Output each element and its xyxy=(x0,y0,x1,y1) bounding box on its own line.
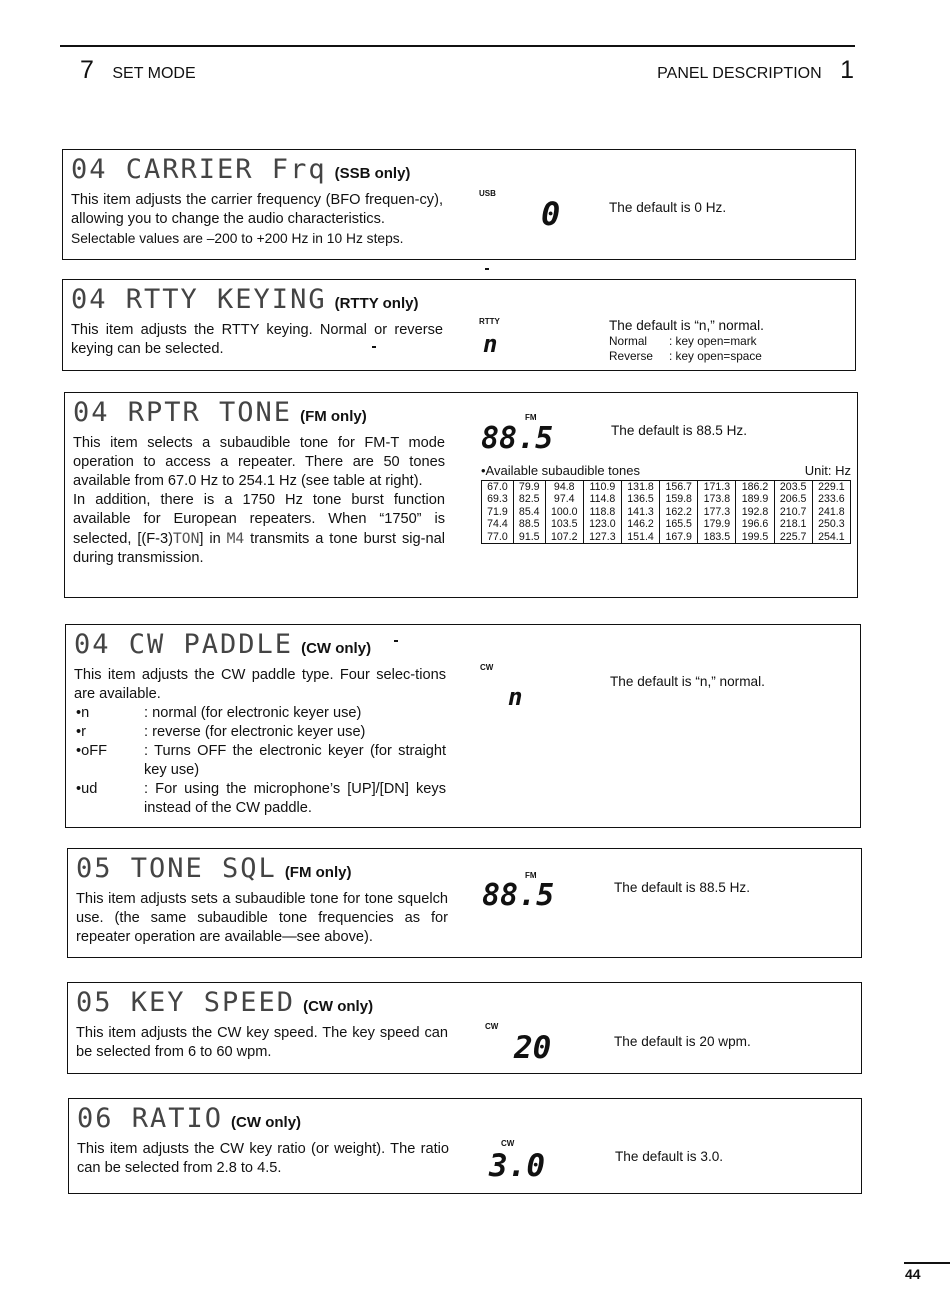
keying-legend-row xyxy=(609,349,762,364)
tone-cell: 94.8 xyxy=(545,481,583,494)
tone-cell: 196.6 xyxy=(736,518,774,530)
paddle-option xyxy=(74,704,446,723)
mode-restriction-note: (FM only) xyxy=(300,408,367,425)
section-title: PANEL DESCRIPTION xyxy=(657,65,822,82)
tone-cell: 159.8 xyxy=(660,493,698,505)
item-description: This item adjusts the CW paddle type. Four selec-tions are available. xyxy=(74,667,446,702)
paddle-option xyxy=(74,780,446,818)
tone-cell: 71.9 xyxy=(487,505,508,518)
item-description: This item adjusts sets a subaudible tone for tone squelch use. (the same subaudible tone frequencies as for repeater operation are available—see above). xyxy=(76,891,448,945)
tone-cell: 100.0 xyxy=(545,506,583,518)
chapter-title: SET MODE xyxy=(112,65,196,82)
mode-restriction-note: (RTTY only) xyxy=(334,295,419,312)
item-description: This item adjusts the carrier frequency (BFO frequen-cy), allowing you to change the audio characteristics. xyxy=(71,192,443,227)
mode-indicator: CW xyxy=(480,663,494,672)
header-rule xyxy=(60,45,855,47)
item-ratio xyxy=(68,1098,862,1194)
tone-cell: 118.8 xyxy=(583,506,621,518)
default-value-text: The default is 0 Hz. xyxy=(609,200,727,215)
lcd-value-display: 3.0 xyxy=(489,1148,545,1184)
option-description: : For using the microphone’s [UP]/[DN] keys instead of the CW paddle. xyxy=(144,781,446,816)
default-value-text: The default is 88.5 Hz. xyxy=(611,423,748,438)
tone-cell: 156.7 xyxy=(660,481,698,494)
tone-cell: 162.2 xyxy=(660,506,698,518)
tone-cell: 141.3 xyxy=(621,506,659,518)
tone-cell: 206.5 xyxy=(774,493,812,505)
tone-cell: 189.9 xyxy=(736,493,774,505)
keying-legend xyxy=(609,334,762,364)
item-title-lcd: 05 KEY SPEED xyxy=(76,987,296,1018)
tone-cell: 186.2 xyxy=(736,481,774,494)
lcd-value-display: n xyxy=(508,683,523,711)
tone-cell: 127.3 xyxy=(583,531,621,544)
legend-value: : key open=space xyxy=(669,349,762,363)
tone-cell: 165.5 xyxy=(660,518,698,530)
tone-cell: 177.3 xyxy=(698,506,736,518)
lcd-value-display: n xyxy=(483,330,498,358)
tone-cell: 167.9 xyxy=(660,531,698,544)
tones-unit: Unit: Hz xyxy=(804,463,851,478)
tone-cell: 136.5 xyxy=(621,493,659,505)
option-term: •ud xyxy=(76,781,98,797)
item-cw-paddle xyxy=(65,624,861,828)
mode-restriction-note: (FM only) xyxy=(284,864,352,881)
item-key-speed xyxy=(67,982,862,1074)
tone-cell: 131.8 xyxy=(621,481,659,494)
tone-cell: 218.1 xyxy=(774,518,812,530)
legend-key: Reverse xyxy=(609,349,653,363)
item-description: This item adjusts the RTTY keying. Normal or reverse keying can be selected. xyxy=(71,322,443,357)
inline-lcd-m4: M4 xyxy=(226,530,245,547)
paddle-option xyxy=(74,742,446,780)
option-term: •n xyxy=(76,705,90,721)
section-heading xyxy=(657,56,854,85)
item-description: This item selects a subaudible tone for FM-T mode operation to access a repeater. There are 50 tones available from 67.0 Hz to 254.1 Hz (see table at right). xyxy=(73,435,445,489)
tones-row xyxy=(482,531,851,544)
inline-lcd-ton: TON xyxy=(173,530,200,547)
item-title-lcd: 04 CW PADDLE xyxy=(74,629,294,660)
tone-cell: 107.2 xyxy=(545,531,583,544)
option-term: •oFF xyxy=(76,743,108,759)
default-value-text: The default is 20 wpm. xyxy=(614,1034,751,1049)
tone-cell: 74.4 xyxy=(487,518,508,531)
tone-cell: 199.5 xyxy=(736,531,774,544)
mode-indicator: FM xyxy=(525,871,537,880)
tone-cell: 69.3 xyxy=(487,493,508,506)
tone-cell: 254.1 xyxy=(812,531,850,544)
tone-cell: 146.2 xyxy=(621,518,659,530)
tone-cell: 233.6 xyxy=(812,493,850,505)
item-rtty-keying xyxy=(62,279,856,371)
tone-cell: 203.5 xyxy=(774,481,812,494)
tone-cell: 77.0 xyxy=(487,530,508,543)
item-range-note: Selectable values are –200 to +200 Hz in 10 Hz steps. xyxy=(71,231,404,246)
stray-dot xyxy=(485,268,489,270)
mode-restriction-note: (CW only) xyxy=(301,640,372,657)
default-value-text: The default is 3.0. xyxy=(615,1149,724,1164)
item-description: This item adjusts the CW key ratio (or weight). The ratio can be selected from 2.8 to 4.5. xyxy=(77,1141,449,1176)
tone-cell: 85.4 xyxy=(513,506,545,518)
mode-restriction-note: (SSB only) xyxy=(334,165,411,182)
mode-indicator: RTTY xyxy=(479,317,500,326)
default-value-text: The default is “n,” normal. xyxy=(610,674,765,689)
mode-indicator: FM xyxy=(525,413,537,422)
page-number-rule xyxy=(904,1262,950,1264)
item-title-lcd: 05 TONE SQL xyxy=(76,853,277,884)
legend-key: Normal xyxy=(609,334,648,348)
mode-indicator: CW xyxy=(501,1139,515,1148)
tones-row xyxy=(482,506,851,518)
item-title-lcd: 06 RATIO xyxy=(77,1103,224,1134)
option-description: : reverse (for electronic keyer use) xyxy=(144,724,366,740)
item-title-lcd: 04 CARRIER Frq xyxy=(71,154,327,185)
lcd-value-display: 20 xyxy=(514,1030,552,1066)
chapter-number: 7 xyxy=(80,56,94,84)
tone-cell: 79.9 xyxy=(513,481,545,494)
lcd-value-display: 0 xyxy=(541,195,561,233)
tone-cell: 183.5 xyxy=(698,531,736,544)
section-number: 1 xyxy=(840,56,854,84)
legend-value: : key open=mark xyxy=(669,334,757,348)
keying-legend-row xyxy=(609,334,762,349)
tones-caption: •Available subaudible tones xyxy=(481,463,640,478)
tone-cell: 151.4 xyxy=(621,531,659,544)
mode-restriction-note: (CW only) xyxy=(231,1114,302,1131)
page-number: 44 xyxy=(905,1266,921,1282)
tone-cell: 171.3 xyxy=(698,481,736,494)
option-term: •r xyxy=(76,724,86,740)
tone-cell: 82.5 xyxy=(513,493,545,505)
tone-cell: 110.9 xyxy=(583,481,621,494)
mode-indicator: CW xyxy=(485,1022,499,1031)
item-tone-squelch xyxy=(67,848,862,958)
item-title-lcd: 04 RTTY KEYING xyxy=(71,284,327,315)
tone-cell: 91.5 xyxy=(513,531,545,544)
tones-row xyxy=(482,493,851,505)
mode-restriction-note: (CW only) xyxy=(303,998,374,1015)
item-carrier-freq xyxy=(62,149,856,260)
tone-cell: 103.5 xyxy=(545,518,583,530)
tones-row xyxy=(482,518,851,530)
tone-cell: 88.5 xyxy=(513,518,545,530)
stray-dot xyxy=(372,346,376,348)
tone-cell: 97.4 xyxy=(545,493,583,505)
tone-cell: 241.8 xyxy=(812,506,850,518)
default-value-text: The default is “n,” normal. xyxy=(609,318,764,333)
tones-row xyxy=(482,481,851,494)
lcd-value-display: 88.5 xyxy=(482,878,555,913)
tone-cell: 67.0 xyxy=(487,481,508,493)
tone-cell: 179.9 xyxy=(698,518,736,530)
subaudible-tones-table xyxy=(481,480,851,544)
option-description: : Turns OFF the electronic keyer (for straight key use) xyxy=(144,743,446,778)
tone-cell: 225.7 xyxy=(774,531,812,544)
paddle-option xyxy=(74,723,446,742)
option-description: : normal (for electronic keyer use) xyxy=(144,705,362,721)
item-title-lcd: 04 RPTR TONE xyxy=(73,397,293,428)
chapter-heading xyxy=(80,56,196,85)
tone-cell: 192.8 xyxy=(736,506,774,518)
paddle-option-list xyxy=(74,704,446,818)
tone-cell: 173.8 xyxy=(698,493,736,505)
tone-cell: 123.0 xyxy=(583,518,621,530)
default-value-text: The default is 88.5 Hz. xyxy=(614,880,751,895)
tone-cell: 210.7 xyxy=(774,506,812,518)
item-rptr-tone xyxy=(64,392,858,598)
tone-cell: 250.3 xyxy=(812,518,850,530)
mode-indicator: USB xyxy=(479,189,496,198)
tone-cell: 114.8 xyxy=(583,493,621,505)
item-tone-burst-note: In addition, there is a 1750 Hz tone burst function available for European repeaters. When “1750” is selected, [(F-3)TON] in M4 transmits a tone burst sig-nal during transmission. xyxy=(73,492,445,566)
item-description: This item adjusts the CW key speed. The key speed can be selected from 6 to 60 wpm. xyxy=(76,1025,448,1060)
tone-cell: 229.1 xyxy=(812,481,850,494)
tones-caption-row xyxy=(481,463,851,478)
lcd-value-display: 88.5 xyxy=(481,421,554,456)
